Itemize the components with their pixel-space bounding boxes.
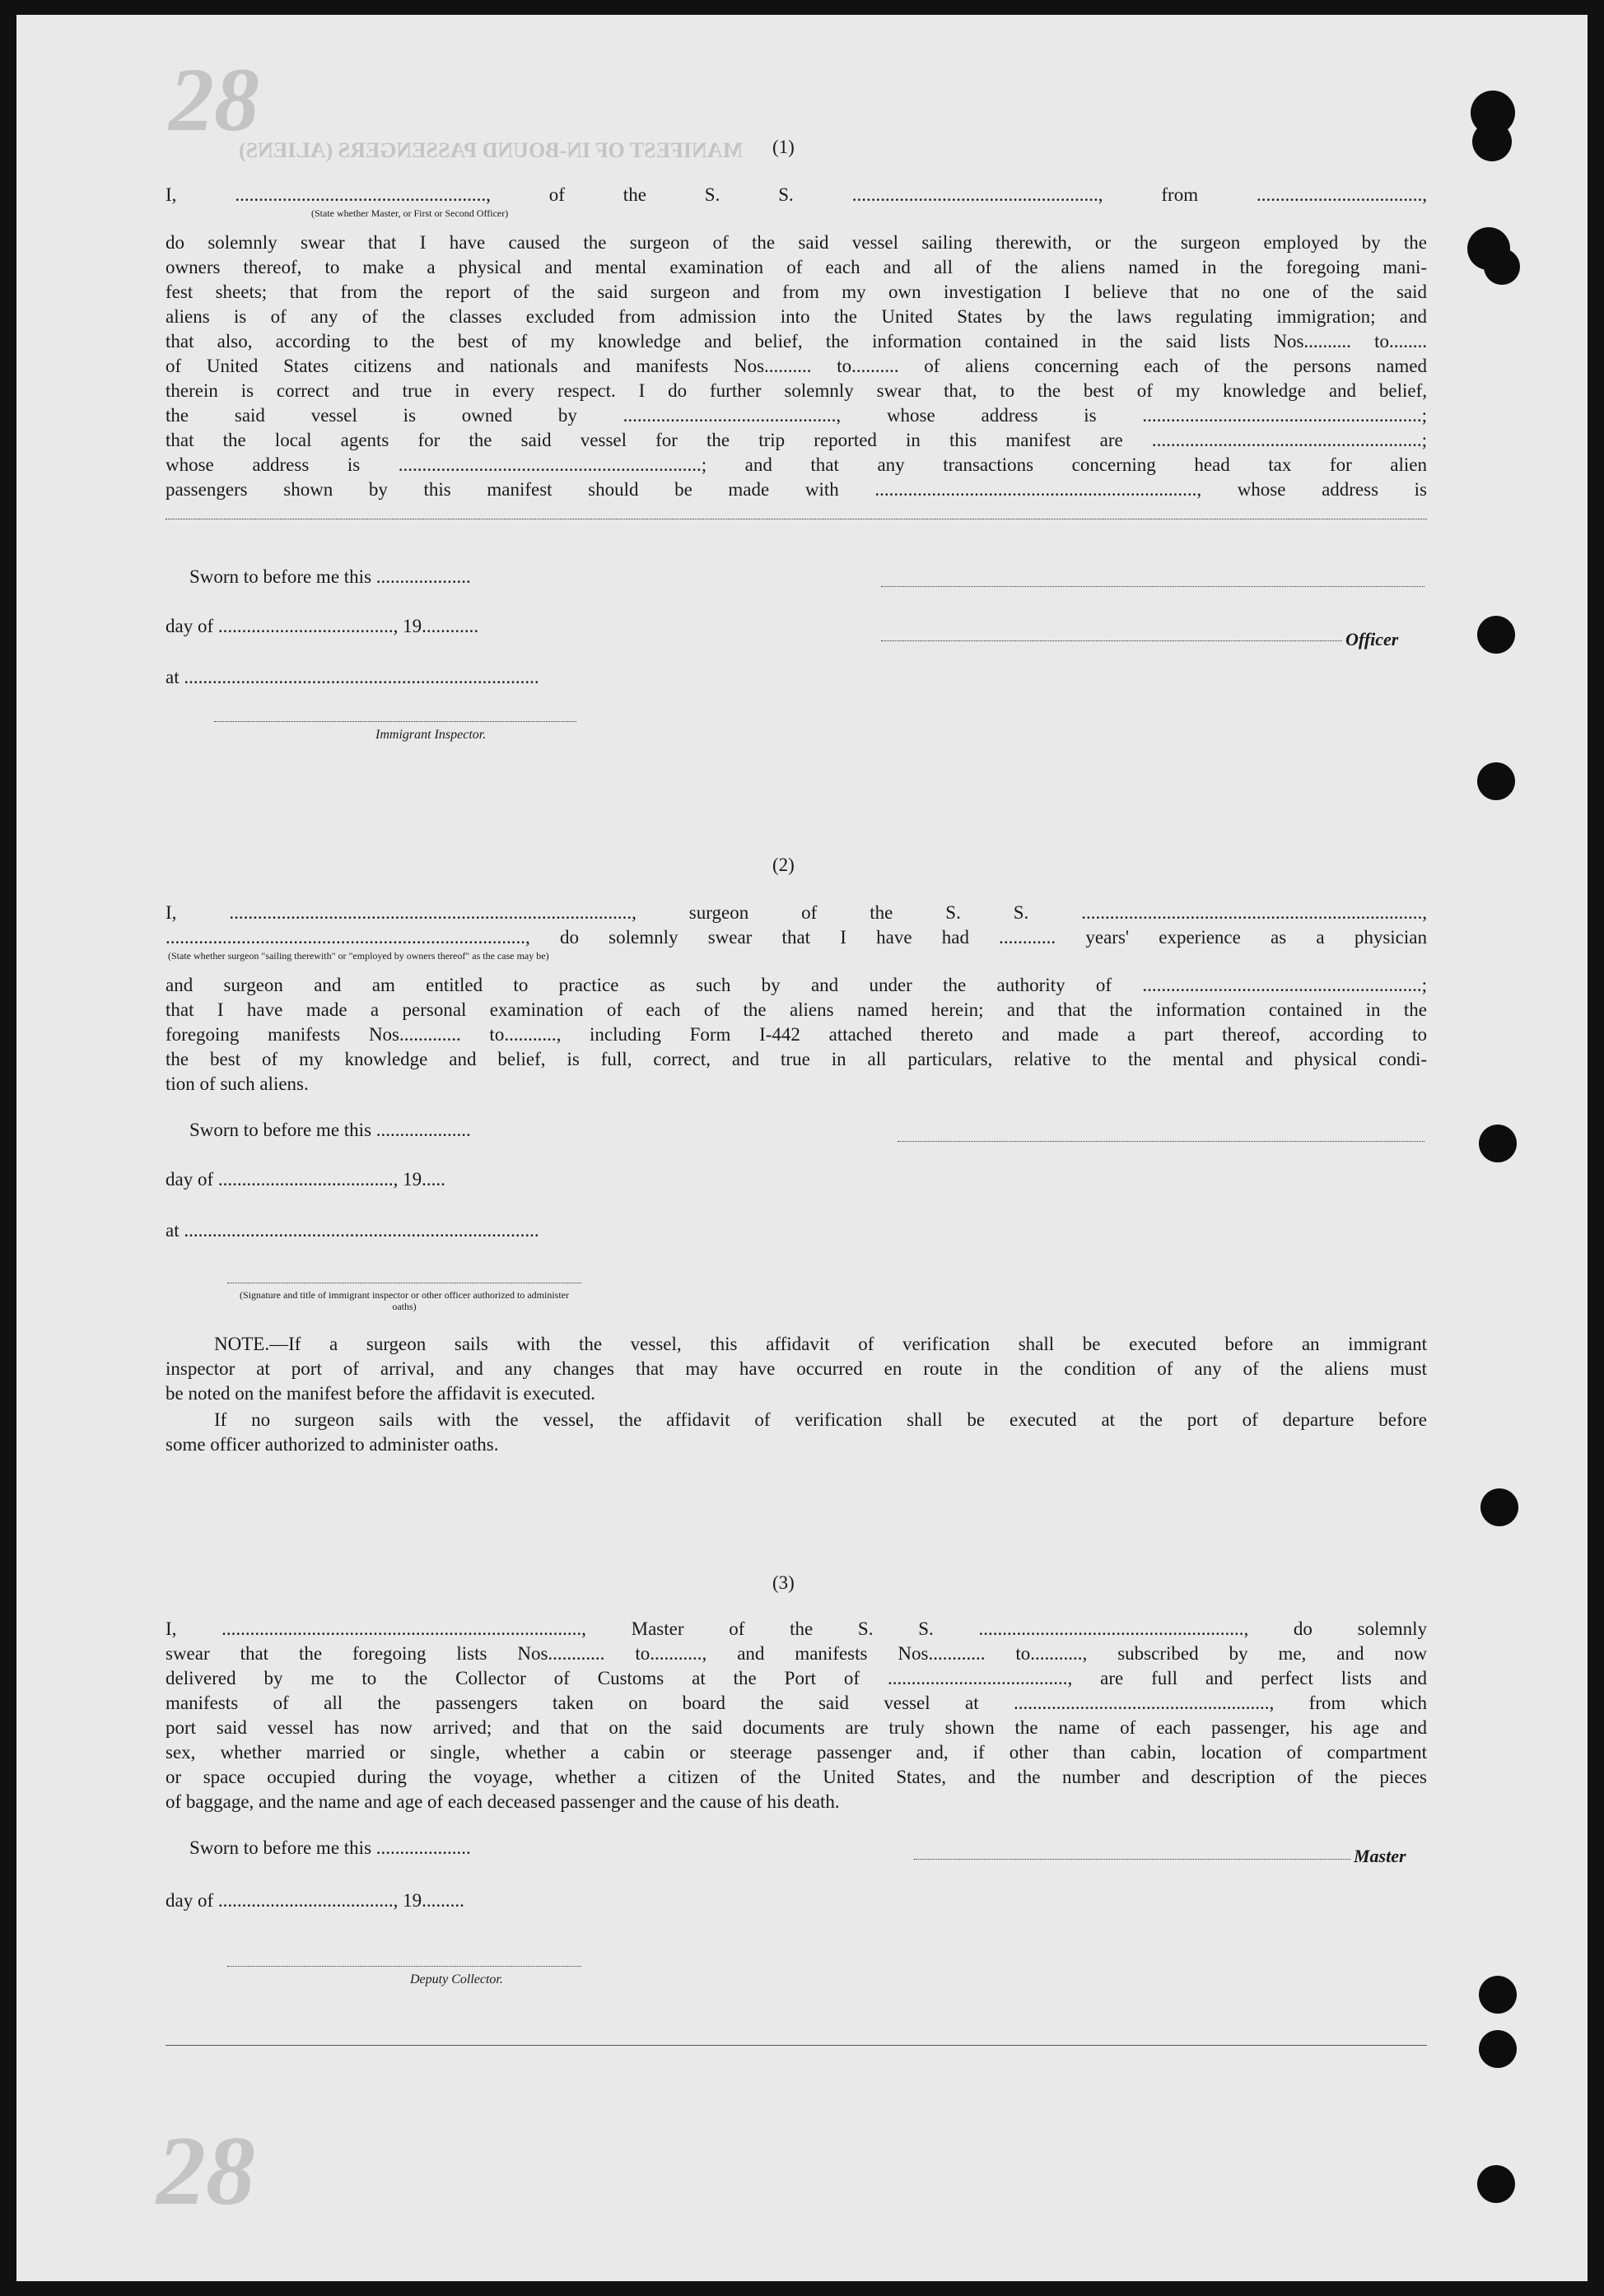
bleed-through-page-number: 28 [169,49,259,150]
collector-label: Deputy Collector. [410,1972,503,1986]
at-line: at ........................................................................... [166,1220,539,1241]
day-line: day of ....................................., 19..... [166,1169,445,1190]
inspector-signature-line [214,721,576,722]
master-label: Master [1354,1846,1406,1866]
officer-oath-line: I, ....................................................., of the S. S. ...................................................., from ..................................., [166,184,1427,205]
punch-hole [1477,2165,1515,2203]
section-number: (1) [772,137,795,157]
punch-hole [1479,1976,1517,2014]
inspector-label: Immigrant Inspector. [375,728,487,742]
master-signature-line [914,1859,1350,1860]
punch-hole [1484,249,1520,285]
day-line: day of ....................................., 19............ [166,616,479,636]
day-line: day of ....................................., 19......... [166,1890,464,1911]
section-number: (2) [772,855,795,875]
punch-hole [1479,1125,1517,1162]
sworn-line: Sworn to before me this .................... [189,1837,471,1858]
field-caption: (State whether Master, or First or Second Officer) [311,207,509,219]
bleed-through-page-number: 28 [156,2116,255,2225]
officer-signature-line [881,640,1342,641]
field-caption: (State whether surgeon "sailing therewith" or "employed by owners thereof" as the case may be) [168,950,549,962]
bleed-through-header: MANIFEST OF IN-BOUND PASSENGERS (ALIENS) [239,138,744,162]
sworn-line: Sworn to before me this .................... [189,1120,471,1140]
section-number: (3) [772,1572,795,1593]
punch-hole [1479,2030,1517,2068]
surgeon-oath-line-2: ............................................................................, do solemnly swear that I have had ............ years' experience as a physician [166,927,1427,948]
punch-hole [1477,762,1515,800]
bottom-rule [166,2045,1427,2046]
sworn-line: Sworn to before me this .................... [189,566,471,587]
surgeon-oath-line: I, ....................................................................................., surgeon of the S. S. ........................................................................, [166,902,1427,923]
surgeon-signature-line [898,1141,1424,1142]
signature-caption: (Signature and title of immigrant inspector or other officer authorized to administer oaths) [240,1289,569,1312]
punch-hole [1480,1488,1518,1526]
at-line: at ........................................................................... [166,667,539,687]
collector-signature-line [227,1966,581,1967]
punch-hole [1472,122,1512,161]
officer-label: Officer [1345,629,1399,650]
punch-hole [1477,616,1515,654]
signature-line [881,586,1424,587]
manifest-back-page: 28 28 MANIFEST OF IN-BOUND PASSENGERS (ALIENS) (1) I, ....................................................., of the S. S. ...................................................., from ..................................., (State whether Master, or First or Second Officer) do solemnly swear that I have caused the surgeon of the said vessel sailing therewith, or the surgeon employed by the owners thereof, to make a physical and mental examination of each and all of the aliens named in the foregoing mani- fest sheets; that from the report of the said surgeon and from my own investigation I believe that no one of the said aliens is of any of the classes excluded from admission into the United States by the laws regulating immigration; and that also, according to the best of my knowledge and belief, the information contained in the said lists Nos.......... to........ of United States citizens and nationals and manifests Nos.......... to.......... of aliens concerning each of the persons named therein is correct and true in every respect. I do further solemnly swear that, to the best of my knowledge and belief, the said vessel is owned by ............................................., whose address is ...........................................................; that the local agents for the said vessel for the trip reported in this manifest are .........................................................; whose address is ................................................................; and that any transactions concerning head tax for alien passengers shown by this manifest should be made with ...................................................................., whose address is Sworn to before me this .................... day of ....................................., 19............ Officer at ........................................................................... Immigrant Inspector. (2) I, ....................................................................................., surgeon of the S. S. ........................................................................, ............................................................................, do solemnly swear that I have had ............ years' experience as a physician (State whether surgeon "sailing therewith" or "employed by owners thereof" as the case may be) and surgeon and am entitled to practice as such by and under the authority of ...........................................................; that I have made a personal examination of each of the aliens named herein; and that the information contained in the foregoing manifests Nos............. to..........., including Form I-442 attached thereto and made a part thereof, according to the best of my knowledge and belief, is full, correct, and true in all particulars, relative to the mental and physical condi- tion of such aliens. Sworn to before me this .................... day of ....................................., 19..... at ........................................................................... (Signature and title of immigrant inspector or other officer authorized to administer oaths) NOTE.—If a surgeon sails with the vessel, this affidavit of verification shall be executed before an immigrant inspector at port of arrival, and any changes that may have occurred en route in the condition of any of the aliens must be noted on the manifest before the affidavit is executed. If no surgeon sails with the vessel, the affidavit of verification shall be executed at the port of departure before some officer authorized to administer oaths. (3) I, ............................................................................, Master of the S. S. ........................................................, do solemnly swear that the foregoing lists Nos............ to..........., and manifests Nos............ to..........., subscribed by me, and now delivered by me to the Collector of Customs at the Port of ......................................, are full and perfect lists and manifests of all the passengers taken on board the said vessel at ......................................................, from which port said vessel has now arrived; and that on the said documents are truly shown the name of each passenger, his age and sex, whether married or single, whether a cabin or steerage passenger and, if other than cabin, location of compartment or space occupied during the voyage, whether a citizen of the United States, and the number and description of the pieces of baggage, and the name and age of each deceased passenger and the cause of his death. Sworn to before me this .................... Master day of ....................................., 19......... Deputy Collector. [16,15,1588,2281]
